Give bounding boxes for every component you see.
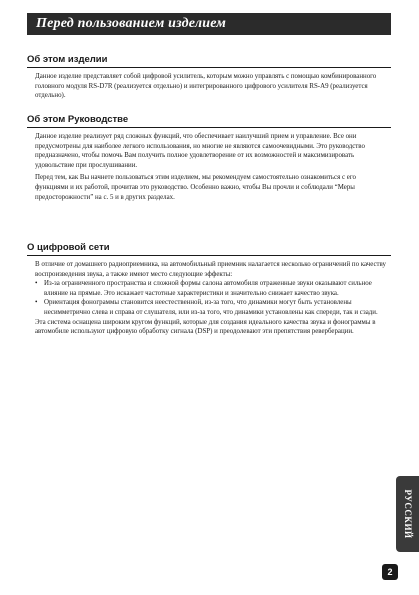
page-header-title: Перед пользованием изделием [36,16,227,31]
section-about-product [27,53,391,104]
bullet-list [35,279,387,317]
language-tab-label: РУССКИЙ [402,489,413,539]
paragraph-intro: В отличие от домашнего радиоприемника, на автомобильный приемник налагается несколько ограничений по качеству воспроизведения звука, а также имеют место следующие эффекты: [35,261,387,278]
list-item: • Из-за ограниченного пространства и сложной формы салона автомобиля отраженные звуки оказывают сильное влияние на прямые. Это искажает частотные характеристики и значительно снижает качество звука. [35,279,387,298]
section-title: Об этом Руководстве [27,113,391,128]
section-body [35,72,387,101]
paragraph-outro: Эта система оснащена широким кругом функций, которые для создания идеального качества звука и фонограммы в автомобиле используют цифровую обработку сигнала (DSP) и преодолевают эти препятствия реверберации. [35,318,376,336]
section-digital-network [27,241,391,340]
paragraph: Перед тем, как Вы начнете пользоваться этим изделием, мы рекомендуем самостоятельно ознакомиться с его функциями и их работой, прочитав это руководство. Особенно важно, чтобы Вы прочли и соблюдали “Меры предосторожности” на с. 5 и в других разделах. [35,174,356,201]
page-number: 2 [382,564,398,580]
language-tab [396,476,419,552]
page-header [27,13,391,35]
paragraph: Данное изделие представляет собой цифровой усилитель, которым можно управлять с помощью комбинированного головного модуля RS-D7R (реализуется отдельно) и интегрированного цифрового усилителя RS-A9 (реализуется отдельно). [35,73,377,100]
section-body [35,260,387,337]
section-about-manual [27,113,391,205]
section-title: О цифровой сети [27,241,391,256]
paragraph: Данное изделие реализует ряд сложных функций, что обеспечивает наилучший прием и управление. Все они предусмотрены для наиболее легкого использования, но многие не являются самоочевидными. Это руководство предназначено, чтобы помочь Вам получить полное удовлетворение от их возможностей и максимизировать удовольствие при прослушивании. [35,133,365,169]
section-title: Об этом изделии [27,53,391,68]
section-body [35,132,387,202]
list-item: • Ориентация фонограммы становится неестественной, из-за того, что динамики могут быть установлены несимметрично слева и справа от слушателя, или из-за того, что динамики установлены как спереди, так и сзади. [35,298,387,317]
